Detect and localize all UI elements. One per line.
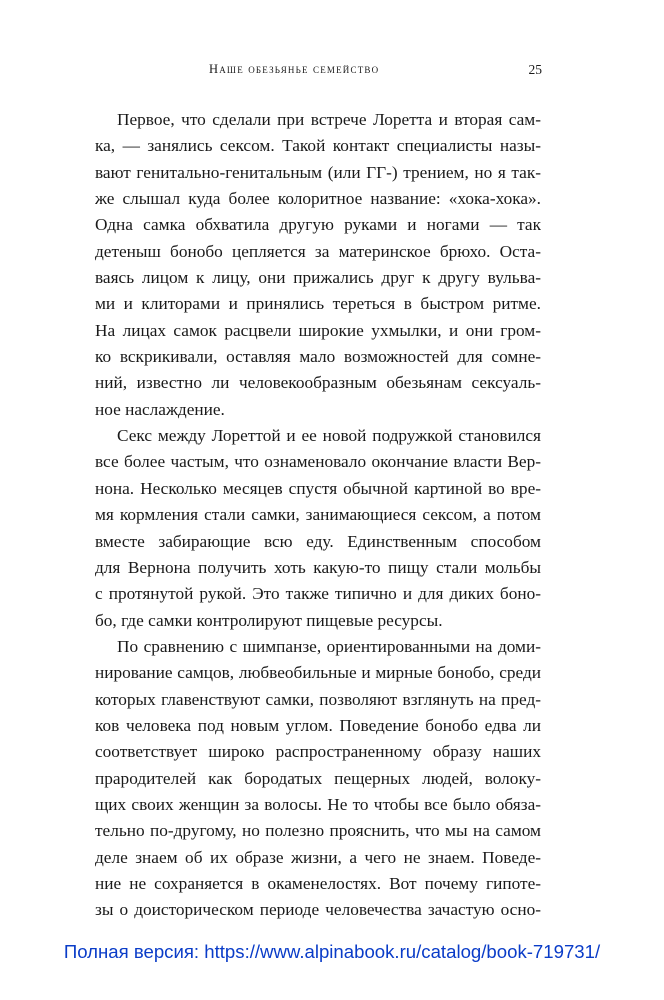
paragraph-2: [95, 423, 541, 634]
text-line: На лицах самок расцвели широкие ухмылки, и они гром-: [95, 320, 541, 340]
text-line: ка, — занялись сексом. Такой контакт специалисты назы-: [95, 136, 541, 156]
text-line: бо, где самки контролируют пищевые ресурсы.: [95, 610, 443, 630]
text-line: ми и клиторами и принялись тереться в быстром ритме.: [95, 294, 541, 314]
text-line: ний, известно ли человекообразным обезьянам сексуаль-: [95, 373, 541, 393]
text-line: соответствует широко распространенному образу наших: [95, 742, 541, 762]
text-line: щих своих женщин за волосы. Не то чтобы все было обяза-: [95, 794, 541, 814]
text-line: вают генитально-генитальным (или ГГ-) трением, но я так-: [95, 162, 541, 182]
text-line: зы о доисторическом периоде человечества зачастую осно-: [95, 900, 541, 920]
running-head: Наше обезьянье семейство: [209, 62, 380, 76]
text-line: вместе забирающие всю еду. Единственным способом: [95, 531, 541, 551]
text-line: Первое, что сделали при встрече Лоретта и вторая сам-: [117, 110, 541, 129]
text-line: ков человека под новым углом. Поведение бонобо едва ли: [95, 715, 541, 735]
full-version-link[interactable]: Полная версия: https://www.alpinabook.ru/catalog/book-719731/: [63, 941, 601, 962]
text-line: ное наслаждение.: [95, 399, 225, 419]
text-line: детеныш бонобо цепляется за материнское брюхо. Оста-: [95, 241, 541, 261]
text-line: тельно по-другому, но полезно прояснить, что мы на самом: [95, 821, 541, 841]
text-line: Секс между Лореттой и ее новой подружкой становился: [117, 426, 541, 446]
text-line: ко вскрикивали, оставляя мало возможностей для сомне-: [95, 347, 541, 367]
paragraph-1: [95, 107, 541, 423]
body-text: [95, 107, 541, 924]
text-line: нирование самцов, любвеобильные и мирные бонобо, среди: [95, 663, 541, 683]
text-line: ваясь лицом к лицу, они прижались друг к другу вульва-: [95, 268, 541, 288]
text-line: По сравнению с шимпанзе, ориентированными на доми-: [117, 636, 541, 656]
text-line: все более частым, что ознаменовало окончание власти Вер-: [95, 452, 541, 472]
paragraph-3: [95, 634, 541, 924]
text-line: мя кормления стали самки, занимающиеся сексом, а потом: [95, 505, 541, 525]
text-line: деле знаем об их образе жизни, а чего не знаем. Поведе-: [95, 847, 541, 867]
text-line: для Вернона получить хоть какую-то пищу стали мольбы: [95, 557, 541, 577]
page-number: 25: [528, 62, 542, 77]
text-line: Одна самка обхватила другую руками и ногами — так: [95, 215, 541, 235]
text-line: которых главенствуют самки, позволяют взглянуть на пред-: [95, 689, 541, 709]
text-line: нона. Несколько месяцев спустя обычной картиной во вре-: [95, 478, 541, 498]
text-line: прародителей как бородатых пещерных людей, волоку-: [95, 768, 541, 788]
text-line: же слышал куда более колоритное название: «хока-хока».: [95, 189, 541, 209]
text-line: с протянутой рукой. Это также типично и для диких боно-: [95, 584, 541, 604]
text-line: ние не сохраняется в окаменелостях. Вот почему гипоте-: [95, 873, 541, 893]
